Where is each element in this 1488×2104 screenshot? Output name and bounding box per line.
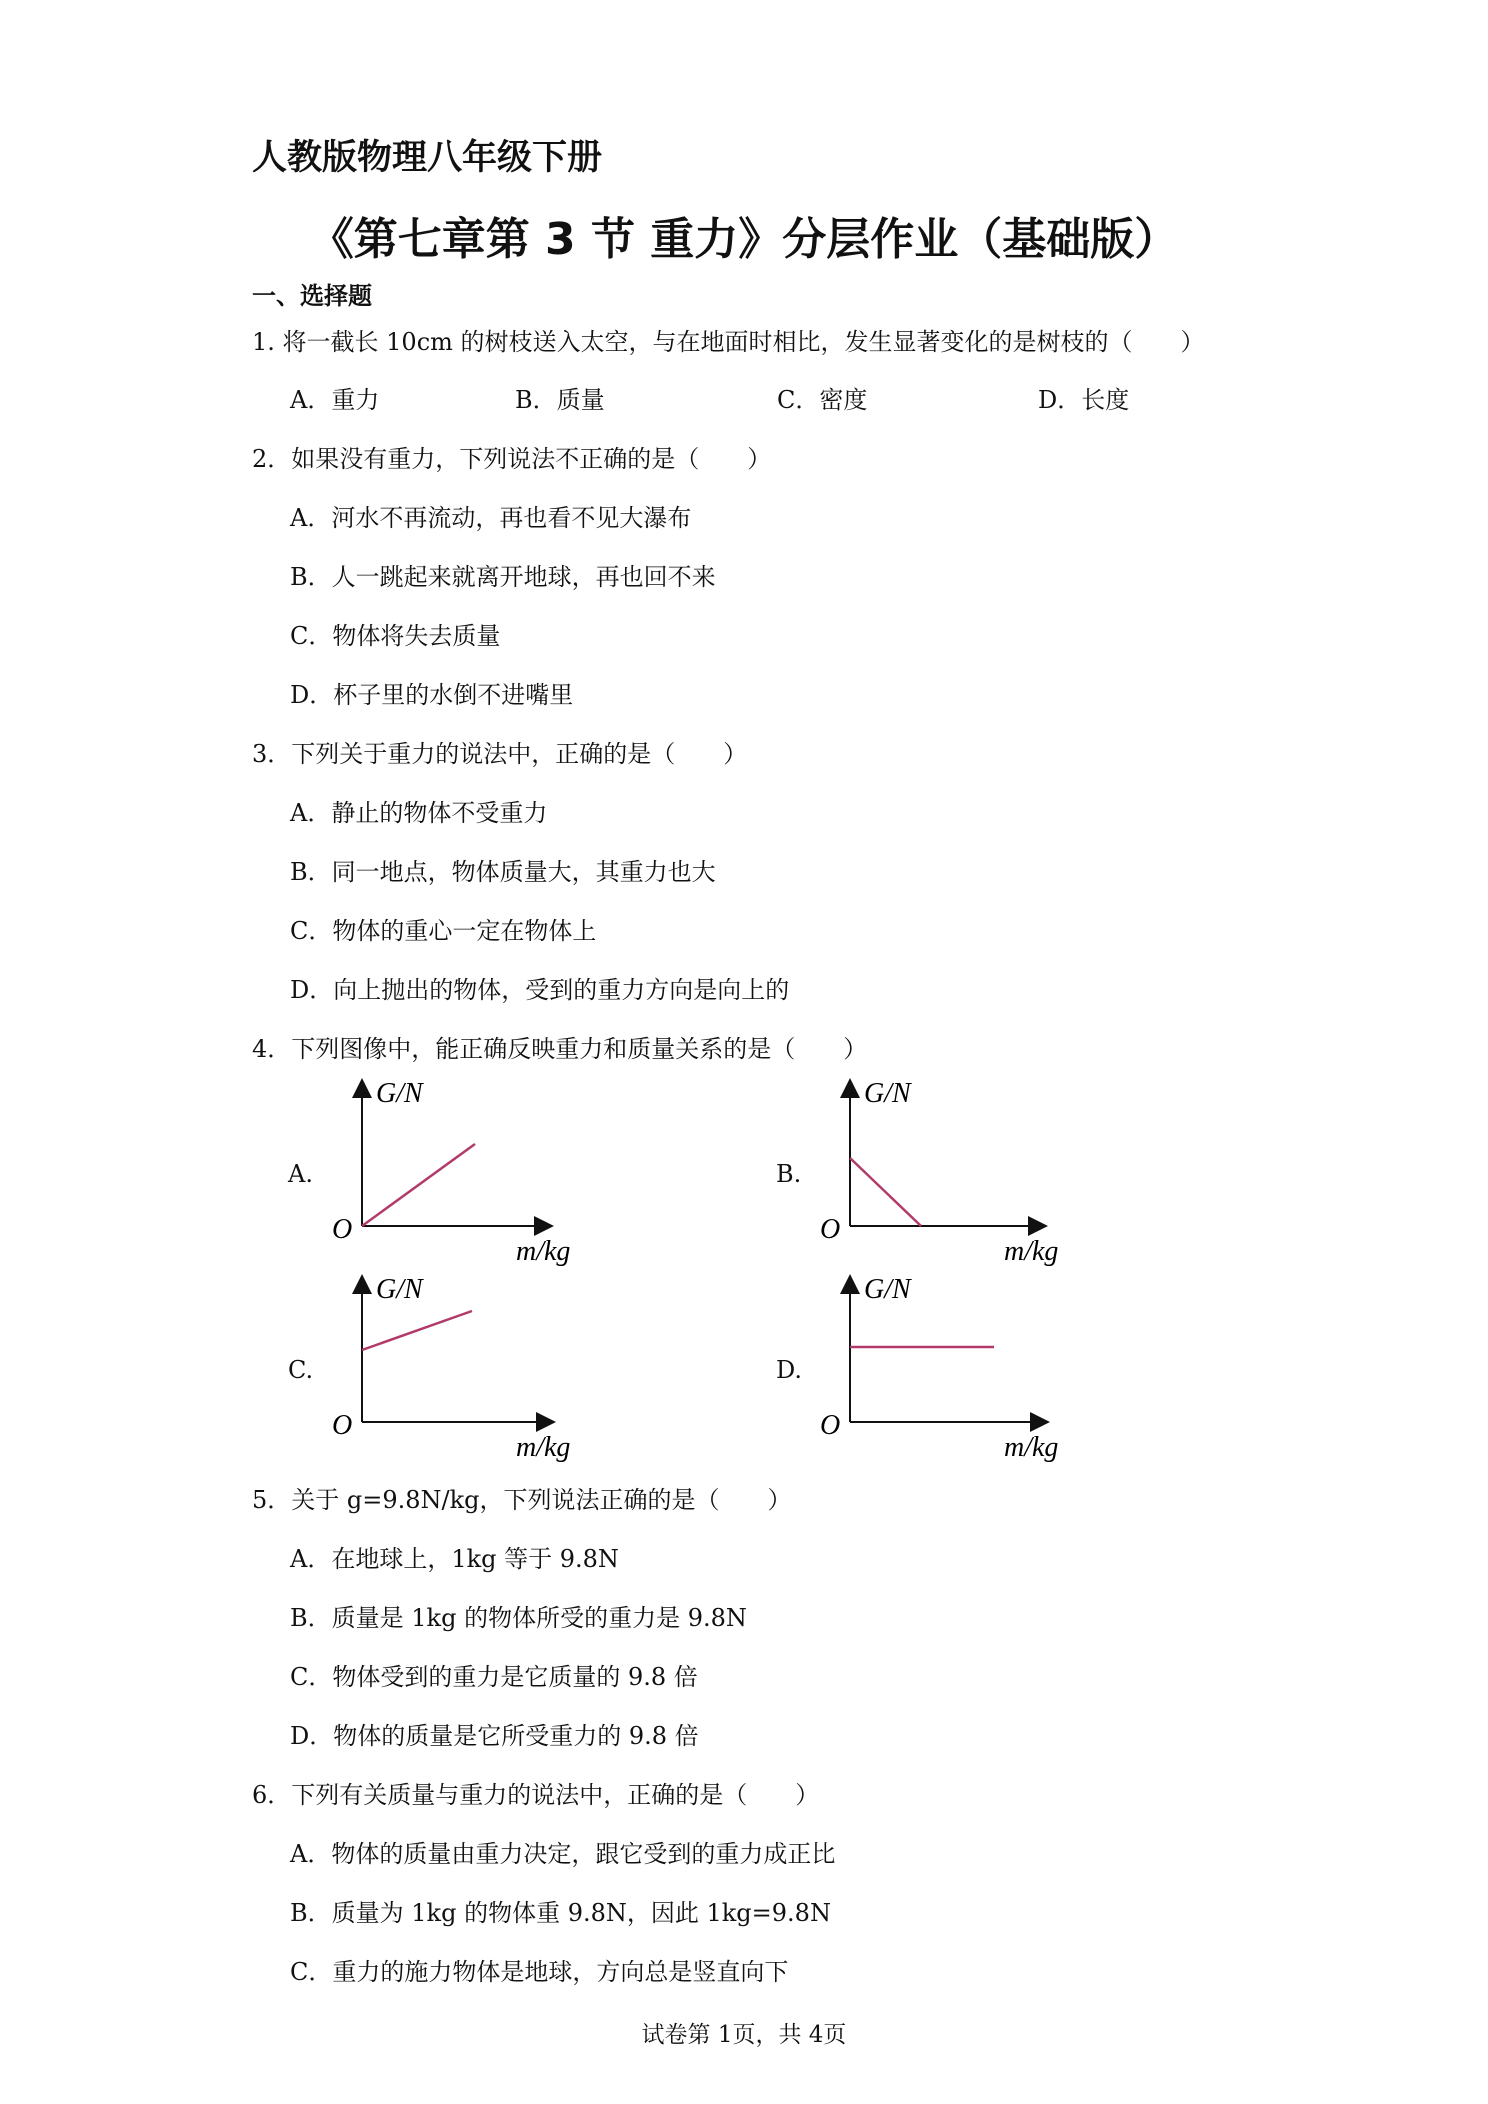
origin-label: O	[820, 1214, 841, 1245]
q2-option-a: A．河水不再流动，再也看不见大瀑布	[290, 504, 692, 532]
q3-option-c: C．物体的重心一定在物体上	[290, 917, 597, 945]
q6-option-a: A．物体的质量由重力决定，跟它受到的重力成正比	[290, 1840, 836, 1868]
graph-d	[808, 1266, 1108, 1466]
q5-option-c: C．物体受到的重力是它质量的 9.8 倍	[290, 1663, 698, 1691]
question-5-stem: 5．关于 g=9.8N/kg，下列说法正确的是（ ）	[252, 1486, 792, 1514]
q5-option-b: B．质量是 1kg 的物体所受的重力是 9.8N	[290, 1604, 747, 1632]
origin-label: O	[332, 1410, 353, 1441]
q3-option-d: D．向上抛出的物体，受到的重力方向是向上的	[290, 976, 790, 1004]
y-axis-label: G/N	[376, 1274, 423, 1305]
y-axis-label: G/N	[376, 1078, 423, 1109]
q6-option-b: B．质量为 1kg 的物体重 9.8N，因此 1kg=9.8N	[290, 1899, 831, 1927]
q4-option-d-label: D.	[776, 1356, 803, 1384]
q1-option-c: C．密度	[777, 386, 868, 414]
y-axis-label: G/N	[864, 1274, 911, 1305]
q6-option-c: C．重力的施力物体是地球，方向总是竖直向下	[290, 1958, 789, 1986]
origin-label: O	[820, 1410, 841, 1441]
q4-option-b-label: B.	[776, 1160, 802, 1188]
q3-option-a: A．静止的物体不受重力	[290, 799, 548, 827]
graph-a	[320, 1070, 620, 1270]
book-title: 人教版物理八年级下册	[252, 138, 603, 178]
graph-line	[362, 1144, 475, 1226]
q2-option-b: B．人一跳起来就离开地球，再也回不来	[290, 563, 716, 591]
q5-option-d: D．物体的质量是它所受重力的 9.8 倍	[290, 1722, 699, 1750]
q1-option-d: D．长度	[1038, 386, 1130, 414]
question-3-stem: 3．下列关于重力的说法中，正确的是（ ）	[252, 740, 748, 768]
x-axis-label: m/kg	[516, 1432, 571, 1463]
y-axis-label: G/N	[864, 1078, 911, 1109]
graph-c	[320, 1266, 620, 1466]
x-axis-label: m/kg	[1004, 1432, 1059, 1463]
q4-option-a-label: A.	[288, 1160, 313, 1188]
q2-option-d: D．杯子里的水倒不进嘴里	[290, 681, 574, 709]
q4-option-c-label: C.	[288, 1356, 314, 1384]
x-axis-label: m/kg	[516, 1236, 571, 1267]
graph-line	[362, 1311, 472, 1350]
question-4-stem: 4．下列图像中，能正确反映重力和质量关系的是（ ）	[252, 1035, 868, 1063]
page-title: 《第七章第 3 节 重力》分层作业（基础版）	[309, 214, 1179, 265]
origin-label: O	[332, 1214, 353, 1245]
graph-b	[808, 1070, 1108, 1270]
q1-option-b: B．质量	[515, 386, 605, 414]
graph-line	[850, 1158, 921, 1226]
q1-option-a: A．重力	[290, 386, 380, 414]
section-heading: 一、选择题	[252, 282, 372, 310]
x-axis-label: m/kg	[1004, 1236, 1059, 1267]
page-footer: 试卷第 1页，共 4页	[641, 2022, 847, 2048]
question-2-stem: 2．如果没有重力，下列说法不正确的是（ ）	[252, 445, 772, 473]
q5-option-a: A．在地球上，1kg 等于 9.8N	[290, 1545, 619, 1573]
question-1-stem: 1. 将一截长 10cm 的树枝送入太空，与在地面时相比，发生显著变化的是树枝的（ ）	[252, 328, 1205, 356]
q3-option-b: B．同一地点，物体质量大，其重力也大	[290, 858, 716, 886]
question-6-stem: 6．下列有关质量与重力的说法中，正确的是（ ）	[252, 1781, 820, 1809]
q2-option-c: C．物体将失去质量	[290, 622, 501, 650]
